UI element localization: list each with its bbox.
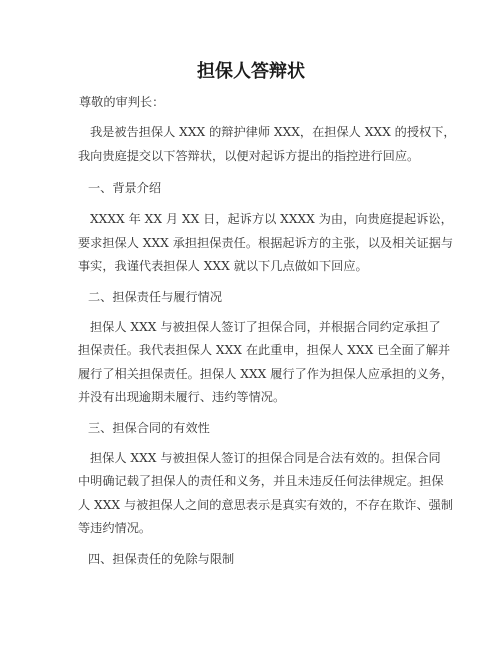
responsibility-line-4: 并没有出现逾期未履行、违约等情况。 <box>78 390 286 404</box>
salutation: 尊敬的审判长： <box>79 95 165 109</box>
background-line-2: 要求担保人 XXX 承担担保责任。根据起诉方的主张，以及相关证据与 <box>78 236 454 250</box>
responsibility-line-1: 担保人 XXX 与被担保人签订了担保合同，并根据合同约定承担了 <box>90 320 441 334</box>
responsibility-line-3: 履行了相关担保责任。担保人 XXX 履行了作为担保人应承担的义务， <box>78 367 454 381</box>
background-line-3: 事实，我谨代表担保人 XXX 就以下几点做如下回应。 <box>78 259 368 273</box>
intro-line-1: 我是被告担保人 XXX 的辩护律师 XXX，在担保人 XXX 的授权下， <box>90 125 456 139</box>
validity-line-2: 中明确记载了担保人的责任和义务，并且未违反任何法律规定。担保 <box>78 474 444 488</box>
document-title: 担保人答辩状 <box>197 61 305 82</box>
section-heading-validity: 三、担保合同的有效性 <box>88 421 210 435</box>
section-heading-background: 一、背景介绍 <box>88 181 162 195</box>
validity-line-4: 等违约情况。 <box>78 521 152 535</box>
validity-line-3: 人 XXX 与被担保人之间的意思表示是真实有效的，不存在欺诈、强制 <box>78 498 454 512</box>
responsibility-line-2: 担保责任。我代表担保人 XXX 在此重申，担保人 XXX 已全面了解并 <box>78 343 451 357</box>
background-line-1: XXXX 年 XX 月 XX 日，起诉方以 XXXX 为由，向贵庭提起诉讼， <box>90 212 453 226</box>
section-heading-exemption: 四、担保责任的免除与限制 <box>88 552 235 566</box>
intro-line-2: 我向贵庭提交以下答辩状，以便对起诉方提出的指控进行回应。 <box>78 149 420 163</box>
section-heading-responsibility: 二、担保责任与履行情况 <box>88 290 223 304</box>
validity-line-1: 担保人 XXX 与被担保人签订的担保合同是合法有效的。担保合同 <box>90 451 441 465</box>
